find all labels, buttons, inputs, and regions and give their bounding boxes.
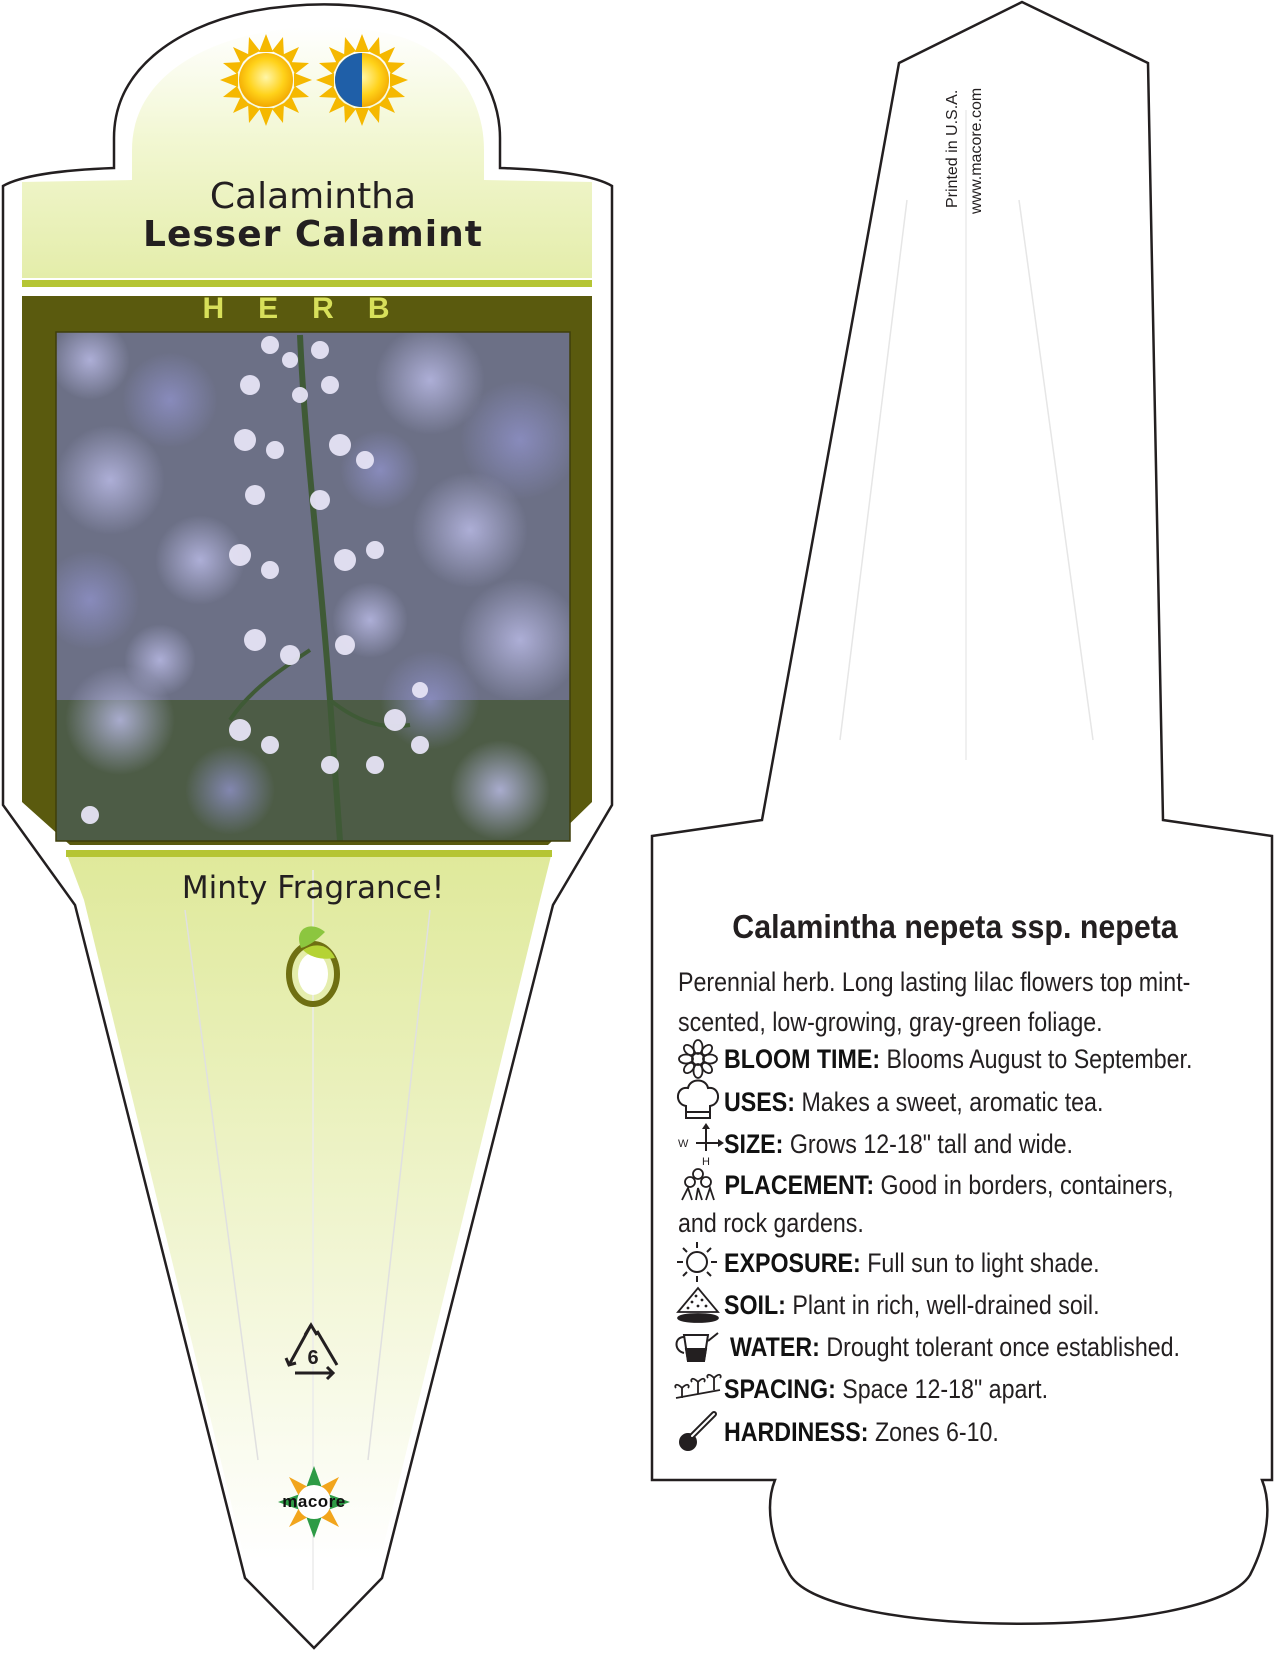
common-name: Lesser Calamint: [143, 214, 483, 255]
part-sun-icon: [316, 34, 408, 126]
care-label: PLACEMENT:: [724, 1170, 875, 1200]
care-placement: [678, 1166, 1211, 1242]
care-text: Blooms August to September.: [886, 1044, 1193, 1074]
full-sun-icon: [220, 34, 312, 126]
care-text: Space 12-18" apart.: [842, 1374, 1049, 1404]
care-text: Grows 12-18" tall and wide.: [789, 1129, 1073, 1159]
care-soil: [724, 1284, 1277, 1326]
care-text: Good in borders, containers, and rock gardens.: [678, 1170, 1174, 1238]
care-size: [724, 1123, 1277, 1165]
genus-name: Calamintha: [209, 176, 417, 217]
care-label: EXPOSURE:: [724, 1248, 861, 1278]
plant-description: Perennial herb. Long lasting lilac flowers top mint-scented, low-growing, gray-green foliage.: [678, 967, 1191, 1037]
care-text: Drought tolerant once established.: [826, 1332, 1181, 1362]
care-label: SOIL:: [724, 1290, 786, 1320]
care-bloom-time: [724, 1038, 1277, 1080]
care-label: USES:: [724, 1087, 795, 1117]
svg-text:H: H: [702, 1156, 710, 1168]
botanical-name: Calamintha nepeta ssp. nepeta: [732, 908, 1178, 945]
care-exposure: [724, 1242, 1277, 1284]
care-text: Full sun to light shade.: [867, 1248, 1100, 1278]
category-label: HERB: [202, 292, 424, 325]
recycle-number: 6: [307, 1347, 319, 1369]
care-water: [730, 1326, 1277, 1368]
care-label: BLOOM TIME:: [724, 1044, 881, 1074]
plant-photo: [40, 320, 582, 841]
care-label: HARDINESS:: [724, 1417, 869, 1447]
plant-details: [676, 908, 1264, 946]
care-text: Makes a sweet, aromatic tea.: [801, 1087, 1104, 1117]
care-spacing: [724, 1368, 1277, 1410]
printed-in-usa: Printed in U.S.A.: [944, 89, 961, 208]
website: www.macore.com: [968, 87, 985, 214]
svg-text:W: W: [678, 1138, 689, 1150]
care-hardiness: [724, 1411, 1277, 1453]
care-text: Zones 6-10.: [874, 1417, 999, 1447]
logo-text: macore: [282, 1492, 346, 1511]
care-text: Plant in rich, well-drained soil.: [792, 1290, 1100, 1320]
tagline: Minty Fragrance!: [181, 870, 445, 906]
care-label: SIZE:: [724, 1129, 784, 1159]
care-label: WATER:: [730, 1332, 820, 1362]
care-label: SPACING:: [724, 1374, 836, 1404]
care-uses: [724, 1081, 1277, 1123]
